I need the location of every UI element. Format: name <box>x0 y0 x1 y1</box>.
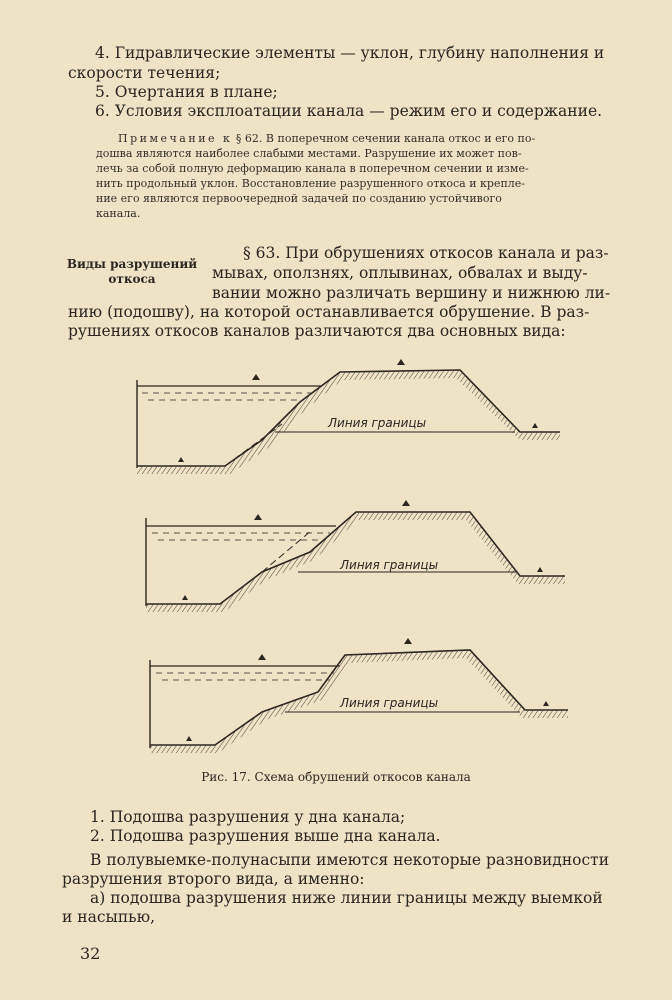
bottom-paragraph-1: В полувыемке-полунасыпи имеются некоторые разновидности <box>90 851 610 869</box>
section-line-2: мывах, оползнях, оплывинах, обвалах и выду- <box>212 264 588 282</box>
bottom-item-a: а) подошва разрушения ниже линии границы между выемкой <box>90 889 603 907</box>
note-line-5: ние его являются первоочередной задачей по созданию устойчивого <box>96 192 502 205</box>
note-line-3: лечь за собой полную деформацию канала в поперечном сечении и изме- <box>96 162 529 175</box>
bottom-list-1: 1. Подошва разрушения у дна канала; <box>90 808 406 826</box>
bottom-list-2: 2. Подошва разрушения выше дна канала. <box>90 827 441 845</box>
section-line-3: вании можно различать вершину и нижнюю ли- <box>212 284 611 302</box>
list-item-5: 5. Очертания в плане; <box>95 83 278 101</box>
diagram-1 <box>137 359 560 474</box>
bottom-item-a-cont: и насыпью, <box>62 908 156 926</box>
list-item-4-cont: скорости течения; <box>68 64 221 82</box>
section-line-5: рушениях откосов каналов различаются два основных вида: <box>68 322 566 340</box>
diagram-3 <box>150 638 568 753</box>
figure-caption: Рис. 17. Схема обрушений откосов канала <box>201 770 471 784</box>
margin-heading-line-2: откоса <box>108 272 156 286</box>
boundary-line-label-3: Линия границы <box>340 696 439 710</box>
section-line-1: § 63. При обрушениях откосов канала и раз- <box>243 244 609 262</box>
margin-heading-line-1: Виды разрушений <box>66 257 198 271</box>
list-item-6: 6. Условия эксплоатации канала — режим его и содержание. <box>95 102 603 120</box>
section-line-4: нию (подошву), на которой останавливается обрушение. В раз- <box>68 303 590 321</box>
note-line-6: канала. <box>96 207 141 220</box>
bottom-paragraph-2: разрушения второго вида, а именно: <box>62 870 365 888</box>
boundary-line-label-1: Линия границы <box>328 416 427 430</box>
note-line-4: нить продольный уклон. Восстановление разрушенного откоса и крепле- <box>96 177 526 190</box>
list-item-4: 4. Гидравлические элементы — уклон, глубину наполнения и <box>95 44 605 62</box>
note-line-1-rest: § 62. В поперечном сечении канала откос и его по- <box>235 132 536 145</box>
boundary-line-label-2: Линия границы <box>340 558 439 572</box>
note-line-2: дошва являются наиболее слабыми местами. Разрушение их может пов- <box>96 147 522 160</box>
page-number: 32 <box>80 944 101 963</box>
note-lead: Примечание к <box>118 132 233 145</box>
diagram-2 <box>146 500 565 612</box>
